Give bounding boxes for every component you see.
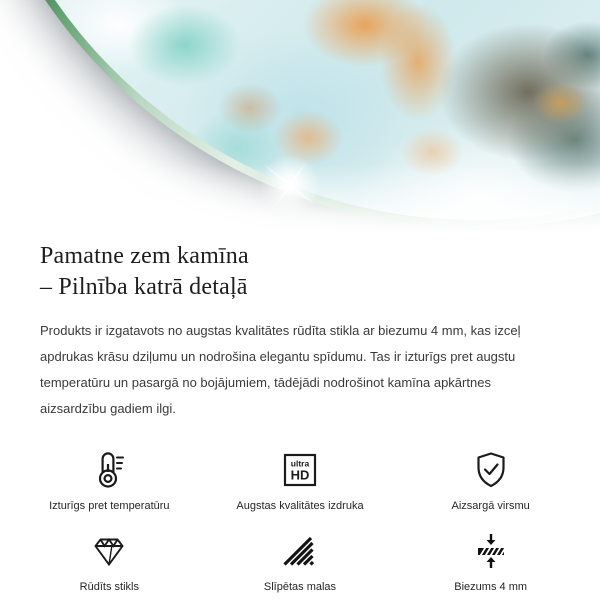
feature-beveled-edges bbox=[205, 525, 396, 593]
photo-bottom-fade bbox=[0, 0, 600, 234]
product-description: Produkts ir izgatavots no augstas kvalitātes rūdīta stikla ar biezumu 4 mm, kas izceļ apdrukas krāsu dziļumu un nodrošina elegantu spīdumu. Tas ir izturīgs pret augstu temperatūru un pasargā no bojājumiem, tādējādi nodrošinot kamīna apkārtnes aizsardzību gadiem ilgi. bbox=[40, 323, 521, 416]
feature-label: Slīpētas malas bbox=[263, 581, 337, 593]
feature-label: Aizsargā virsmu bbox=[451, 500, 530, 512]
content-section bbox=[0, 241, 600, 422]
feature-print-quality bbox=[205, 444, 396, 512]
ultra-hd-text-bottom: HD bbox=[290, 467, 310, 483]
ultra-hd-icon bbox=[280, 444, 320, 490]
feature-label: Rūdīts stikls bbox=[79, 581, 139, 593]
thermometer-icon bbox=[89, 444, 129, 490]
page-title-line1: Pamatne zem kamīna bbox=[40, 243, 249, 269]
thickness-icon bbox=[471, 525, 511, 571]
ultra-hd-text-top: ultra bbox=[290, 458, 310, 469]
feature-tempered-glass bbox=[14, 525, 205, 593]
feature-surface-protection bbox=[395, 444, 586, 512]
beveled-edges-icon bbox=[280, 525, 320, 571]
diamond-icon bbox=[89, 525, 129, 571]
page-title-line2: – Pilnība katrā detaļā bbox=[40, 274, 248, 300]
feature-temperature bbox=[14, 444, 205, 512]
feature-label: Biezums 4 mm bbox=[454, 581, 528, 593]
feature-label: Izturīgs pret temperatūru bbox=[49, 500, 170, 512]
feature-label: Augstas kvalitātes izdruka bbox=[236, 500, 364, 512]
feature-grid bbox=[14, 444, 586, 593]
feature-thickness bbox=[395, 525, 586, 593]
product-photo bbox=[0, 0, 600, 234]
shield-check-icon bbox=[471, 444, 511, 490]
page-title bbox=[40, 241, 560, 303]
